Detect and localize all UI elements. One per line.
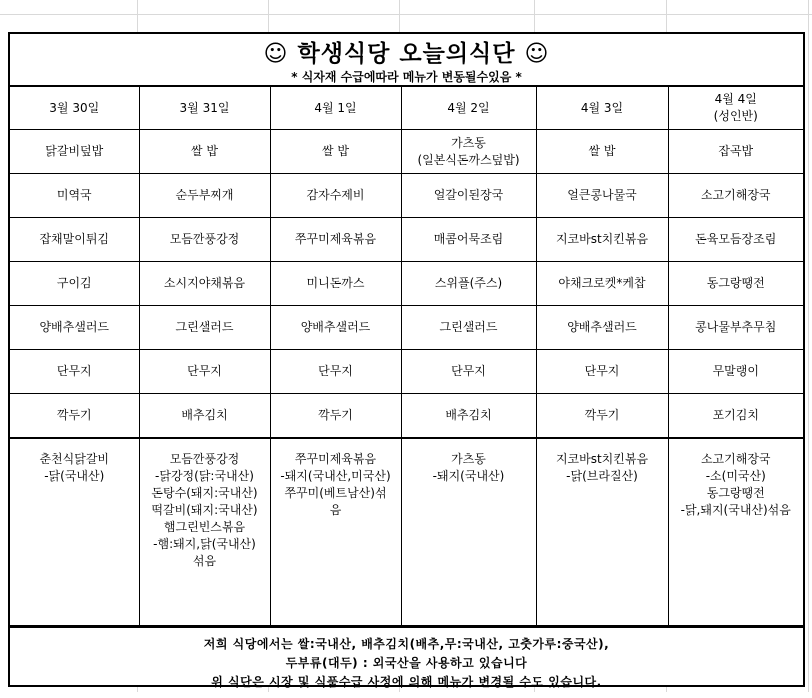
origin-info-cell: 가츠동 -돼지(국내산) (401, 438, 536, 626)
date-header-cell: 3월 30일 (10, 87, 139, 130)
menu-item-cell: 배추김치 (139, 394, 270, 439)
menu-item-cell: 쭈꾸미제육볶음 (270, 218, 401, 262)
origin-info-cell: 모듬깐풍강정 -닭강정(닭:국내산) 돈탕수(돼지:국내산) 떡갈비(돼지:국내산) 햄그린빈스볶음 -햄:돼지,닭(국내산) 섞음 (139, 438, 270, 626)
origin-info-row (10, 438, 803, 626)
footer-line: 저희 식당에서는 쌀:국내산, 배추김치(배추,무:국내산, 고춧가루:중국산), (203, 636, 610, 651)
menu-row (10, 174, 803, 218)
date-header-cell: 4월 1일 (270, 87, 401, 130)
menu-item-cell: 가츠동 (일본식돈까스덮밥) (401, 130, 536, 174)
menu-item-cell: 쌀 밥 (139, 130, 270, 174)
menu-change-notice: * 식자재 수급에따라 메뉴가 변동될수있음 * (10, 68, 803, 86)
menu-item-cell: 감자수제비 (270, 174, 401, 218)
menu-table (10, 86, 803, 626)
menu-item-cell: 얼큰콩나물국 (536, 174, 668, 218)
menu-item-cell: 단무지 (139, 350, 270, 394)
menu-item-cell: 닭갈비덮밥 (10, 130, 139, 174)
menu-item-cell: 깍두기 (270, 394, 401, 439)
menu-item-cell: 미역국 (10, 174, 139, 218)
menu-item-cell: 포기김치 (668, 394, 803, 439)
date-header-row (10, 87, 803, 130)
menu-item-cell: 배추김치 (401, 394, 536, 439)
origin-info-cell: 지코바st치킨볶음 -닭(브라질산) (536, 438, 668, 626)
menu-item-cell: 쌀 밥 (270, 130, 401, 174)
menu-item-cell: 콩나물부추무침 (668, 306, 803, 350)
menu-item-cell: 단무지 (10, 350, 139, 394)
menu-item-cell: 얼갈이된장국 (401, 174, 536, 218)
footer-line: 두부류(대두) : 외국산을 사용하고 있습니다 (285, 655, 528, 670)
date-header-cell: 4월 3일 (536, 87, 668, 130)
date-header-cell: 3월 31일 (139, 87, 270, 130)
menu-item-cell: 깍두기 (10, 394, 139, 439)
menu-item-cell: 미니돈까스 (270, 262, 401, 306)
menu-sheet (8, 32, 805, 687)
menu-item-cell: 동그랑땡전 (668, 262, 803, 306)
menu-row (10, 350, 803, 394)
menu-item-cell: 잡채말이튀김 (10, 218, 139, 262)
page-title: ☺ 학생식당 오늘의식단 ☺ (263, 40, 550, 67)
menu-item-cell: 모듬깐풍강정 (139, 218, 270, 262)
menu-row (10, 394, 803, 439)
menu-item-cell: 야채크로켓*케찹 (536, 262, 668, 306)
menu-item-cell: 무말랭이 (668, 350, 803, 394)
menu-item-cell: 깍두기 (536, 394, 668, 439)
menu-row (10, 306, 803, 350)
menu-row (10, 130, 803, 174)
menu-item-cell: 양배추샐러드 (536, 306, 668, 350)
menu-item-cell: 양배추샐러드 (10, 306, 139, 350)
origin-info-cell: 소고기해장국 -소(미국산) 동그랑땡전 -닭,돼지(국내산)섞음 (668, 438, 803, 626)
origin-info-cell: 쭈꾸미제육볶음 -돼지(국내산,미국산) 쭈꾸미(베트남산)섞 음 (270, 438, 401, 626)
menu-item-cell: 매콤어묵조림 (401, 218, 536, 262)
date-header-cell: 4월 4일 (성인반) (668, 87, 803, 130)
menu-item-cell: 지코바st치킨볶음 (536, 218, 668, 262)
menu-item-cell: 소시지야채볶음 (139, 262, 270, 306)
menu-row (10, 218, 803, 262)
menu-item-cell: 스위플(주스) (401, 262, 536, 306)
menu-item-cell: 그린샐러드 (401, 306, 536, 350)
menu-item-cell: 돈육모듬장조림 (668, 218, 803, 262)
menu-item-cell: 순두부찌개 (139, 174, 270, 218)
menu-item-cell: 단무지 (536, 350, 668, 394)
menu-row (10, 262, 803, 306)
menu-item-cell: 양배추샐러드 (270, 306, 401, 350)
footer-line: 위 식단은 시장 및 식품수급 사정에 의해 메뉴가 변경될 수도 있습니다. (211, 674, 602, 689)
menu-item-cell: 그린샐러드 (139, 306, 270, 350)
origin-notice-footer (10, 626, 803, 698)
menu-item-cell: 단무지 (270, 350, 401, 394)
origin-info-cell: 춘천식닭갈비 -닭(국내산) (10, 438, 139, 626)
menu-item-cell: 잡곡밥 (668, 130, 803, 174)
menu-item-cell: 소고기해장국 (668, 174, 803, 218)
menu-item-cell: 쌀 밥 (536, 130, 668, 174)
date-header-cell: 4월 2일 (401, 87, 536, 130)
menu-item-cell: 구이김 (10, 262, 139, 306)
menu-item-cell: 단무지 (401, 350, 536, 394)
